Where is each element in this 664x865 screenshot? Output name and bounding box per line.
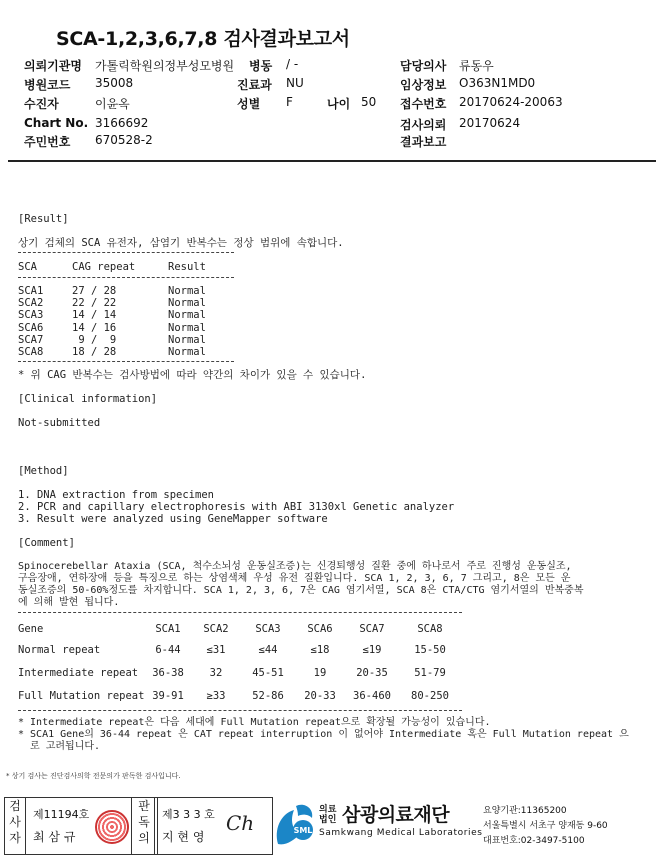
- dept-label: 진료과: [237, 78, 272, 92]
- receipt-label: 접수번호: [400, 97, 447, 111]
- result-cell-sca: SCA7: [18, 333, 44, 346]
- checker-no: 제11194호: [33, 808, 90, 821]
- gene-cell: Normal repeat: [18, 643, 101, 656]
- result-divider-mid: [18, 277, 234, 278]
- gene-cell: 32: [209, 666, 223, 679]
- gene-cell: ≤19: [362, 643, 382, 656]
- comment-line-4: 에 의해 발현 됩니다.: [18, 597, 120, 608]
- comment-note-3: 로 고려됩니다.: [18, 741, 101, 752]
- comment-line-2: 구음장애, 연하장애 등을 특징으로 하는 상염색체 우성 유전 질환입니다. SCA 1, 2, 3, 6, 7 그리고, 8은 모든 운: [18, 573, 571, 584]
- result-summary: 상기 검체의 SCA 유전자, 삼염기 반복수는 정상 범위에 속합니다.: [18, 237, 344, 249]
- reader-label: 판 독 의: [138, 799, 150, 845]
- reader-signature: Ch: [226, 811, 255, 835]
- gene-column-header: Gene: [18, 623, 44, 635]
- result-heading: [Result]: [18, 213, 69, 225]
- foundation-phone: 대표번호:02-3497-5100: [483, 836, 585, 846]
- reader-divider: [154, 797, 155, 854]
- gene-cell: Full Mutation repeat: [18, 689, 145, 702]
- result-cell-sca: SCA3: [18, 309, 44, 322]
- chart-value: 3166692: [95, 116, 149, 130]
- foundation-inst-no: 요양기관:11365200: [483, 806, 567, 816]
- table-row: [18, 346, 238, 358]
- corp-label: 의료 법인: [319, 805, 337, 825]
- result-cell-sca: SCA1: [18, 285, 44, 298]
- table-row: [18, 661, 462, 684]
- institution-value: 가톨릭학원의정부성모병원: [95, 59, 235, 73]
- result-cell-repeat: 27 / 28: [72, 285, 117, 298]
- method-step-1: 1. DNA extraction from specimen: [18, 489, 214, 501]
- foundation-name: 삼광의료재단: [342, 804, 450, 826]
- hospital-code-label: 병원코드: [24, 78, 71, 92]
- gene-cell: ≥33: [206, 689, 226, 702]
- ward-label: 병동: [249, 59, 273, 73]
- clinical-heading: [Clinical information]: [18, 393, 158, 405]
- result-cell-result: Normal: [168, 309, 206, 322]
- dept-value: NU: [286, 76, 304, 90]
- gene-cell: 36-460: [353, 689, 391, 702]
- gene-cell: 15-50: [414, 643, 446, 656]
- table-row: [18, 285, 238, 297]
- gene-cell: 45-51: [252, 666, 284, 679]
- comment-line-1: Spinocerebellar Ataxia (SCA, 척수소뇌성 운동실조증)는 신경퇴행성 질환 중에 하나로서 주로 진행성 운동실조,: [18, 561, 572, 572]
- result-cell-repeat: 9 / 9: [72, 333, 117, 346]
- hospital-code-value: 35008: [95, 76, 134, 90]
- receipt-value: 20170624-20063: [459, 95, 563, 109]
- result-cell-repeat: 14 / 16: [72, 321, 117, 334]
- result-cell-result: Normal: [168, 346, 206, 359]
- gene-cell: 36-38: [152, 666, 184, 679]
- doctor-value: 류동우: [459, 59, 494, 73]
- table-row: [18, 322, 238, 334]
- gene-column-header: SCA6: [307, 623, 333, 635]
- gene-table: [18, 620, 462, 707]
- gene-cell: 80-250: [411, 689, 449, 702]
- id-label: 주민번호: [24, 135, 71, 149]
- result-cell-result: Normal: [168, 297, 206, 310]
- gene-cell: ≤31: [206, 643, 226, 656]
- table-row: [18, 684, 462, 707]
- patient-label: 수진자: [24, 97, 59, 111]
- patient-value: 이윤옥: [95, 97, 130, 111]
- result-cell-repeat: 14 / 14: [72, 309, 117, 322]
- result-cell-result: Normal: [168, 321, 206, 334]
- age-value: 50: [361, 95, 377, 109]
- svg-text:SML: SML: [293, 826, 313, 835]
- gene-cell: 51-79: [414, 666, 446, 679]
- checker-seal-icon: [95, 810, 129, 844]
- footnote: * 상기 검사는 진단검사의학 전문의가 판독한 검사입니다.: [6, 772, 181, 780]
- checker-divider: [25, 797, 26, 854]
- table-row: [18, 309, 238, 321]
- comment-heading: [Comment]: [18, 537, 75, 549]
- result-cell-result: Normal: [168, 285, 206, 298]
- result-note: * 위 CAG 반복수는 검사방법에 따라 약간의 차이가 있을 수 있습니다.: [18, 369, 367, 381]
- gene-column-header: SCA3: [255, 623, 281, 635]
- comment-note-1: * Intermediate repeat은 다음 세대에 Full Mutation repeat으로 확장될 가능성이 있습니다.: [18, 717, 491, 728]
- gene-cell: 19: [313, 666, 327, 679]
- sex-label: 성별: [237, 97, 261, 111]
- gene-cell: 6-44: [155, 643, 181, 656]
- foundation-english: Samkwang Medical Laboratories: [319, 828, 483, 838]
- chart-label: Chart No.: [24, 116, 89, 130]
- checker-name: 최 삼 규: [33, 830, 76, 844]
- method-step-3: 3. Result were analyzed using GeneMapper software: [18, 513, 328, 525]
- result-cell-sca: SCA6: [18, 321, 44, 334]
- request-value: 20170624: [459, 116, 521, 130]
- report-label: 결과보고: [400, 135, 447, 149]
- id-value: 670528-2: [95, 133, 153, 147]
- result-table: [18, 285, 238, 358]
- institution-label: 의뢰기관명: [24, 59, 82, 73]
- gene-column-header: SCA1: [155, 623, 181, 635]
- clinical-text: Not-submitted: [18, 417, 101, 429]
- sml-logo-icon: [270, 800, 318, 852]
- gene-divider-bottom: [18, 710, 462, 711]
- age-label: 나이: [327, 97, 351, 111]
- clinical-info-label: 임상정보: [400, 78, 447, 92]
- gene-divider-top: [18, 612, 462, 613]
- checker-label: 검 사 자: [9, 799, 21, 845]
- result-divider-bottom: [18, 361, 234, 362]
- request-label: 검사의뢰: [400, 118, 447, 132]
- doctor-label: 담당의사: [400, 59, 447, 73]
- sex-value: F: [286, 95, 293, 109]
- method-step-2: 2. PCR and capillary electrophoresis with ABI 3130xl Genetic analyzer: [18, 501, 455, 513]
- gene-header-row: [18, 620, 462, 638]
- result-cell-repeat: 22 / 22: [72, 297, 117, 310]
- gene-cell: 39-91: [152, 689, 184, 702]
- gene-column-header: SCA2: [203, 623, 229, 635]
- reader-name: 지 현 영: [162, 830, 205, 844]
- gene-cell: 52-86: [252, 689, 284, 702]
- result-cell-sca: SCA2: [18, 297, 44, 310]
- report-title: SCA-1,2,3,6,7,8 검사결과보고서: [56, 28, 350, 50]
- gene-cell: 20-35: [356, 666, 388, 679]
- ward-value: / -: [286, 57, 299, 71]
- result-columns: SCA CAG repeat Result: [18, 261, 206, 273]
- header-divider: [8, 160, 656, 162]
- result-cell-sca: SCA8: [18, 346, 44, 359]
- comment-line-3: 동실조증의 50-60%정도를 차지합니다. SCA 1, 2, 3, 6, 7은 CAG 염기서열, SCA 8은 CTA/CTG 염기서열의 반복중복: [18, 585, 584, 596]
- gene-cell: ≤18: [310, 643, 330, 656]
- method-heading: [Method]: [18, 465, 69, 477]
- reader-no: 제3 3 3 호: [162, 808, 215, 821]
- clinical-info-value: O363N1MD0: [459, 76, 536, 90]
- result-cell-result: Normal: [168, 333, 206, 346]
- gene-cell: ≤44: [258, 643, 278, 656]
- table-row: [18, 297, 238, 309]
- foundation-address: 서울특별시 서초구 양재동 9-60: [483, 821, 608, 831]
- gene-cell: Intermediate repeat: [18, 666, 139, 679]
- comment-note-2: * SCA1 Gene의 36-44 repeat 은 CAT repeat interruption 이 없어야 Intermediate 혹은 Full Mutation repeat 으: [18, 729, 629, 740]
- result-cell-repeat: 18 / 28: [72, 346, 117, 359]
- table-row: [18, 334, 238, 346]
- gene-cell: 20-33: [304, 689, 336, 702]
- result-divider-top: [18, 252, 234, 253]
- gene-column-header: SCA8: [417, 623, 443, 635]
- gene-column-header: SCA7: [359, 623, 385, 635]
- table-row: [18, 638, 462, 661]
